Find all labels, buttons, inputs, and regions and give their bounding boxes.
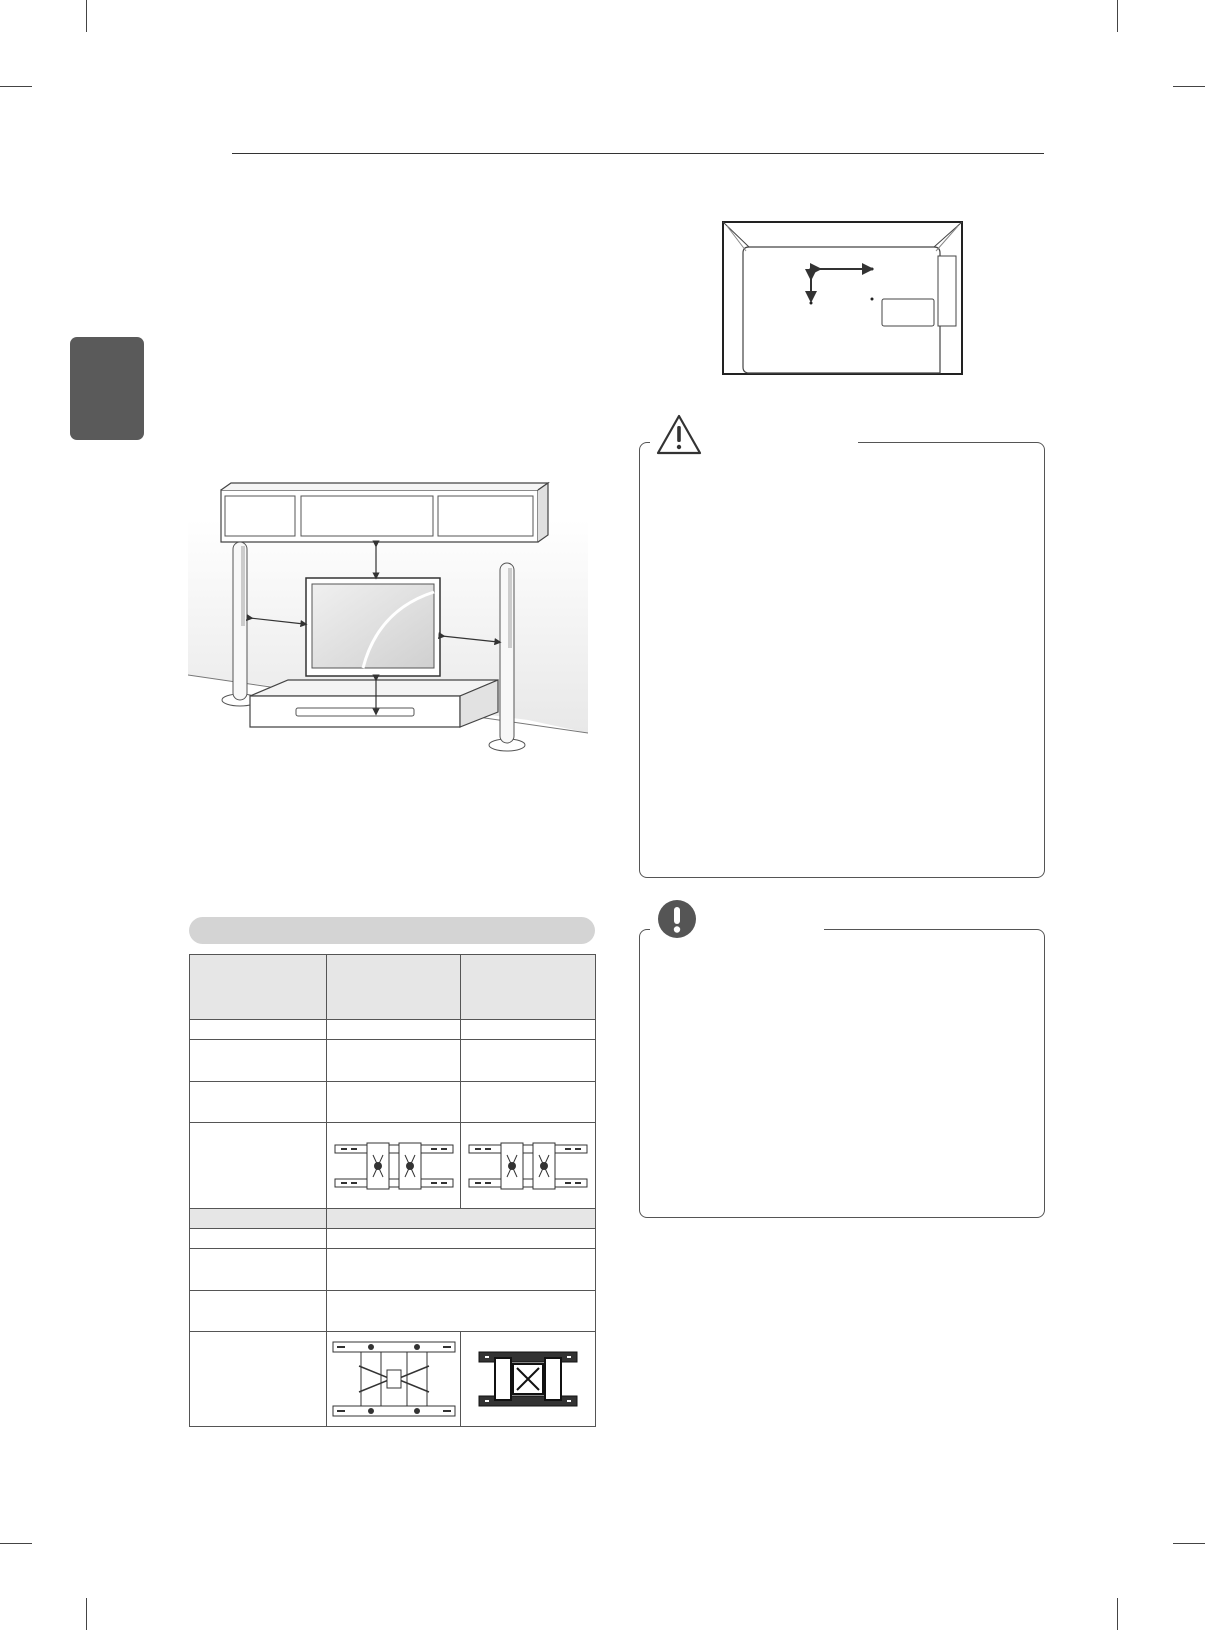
table-cell-col2	[461, 955, 596, 1020]
table-cell-bracket-4	[461, 1332, 596, 1427]
section-side-tab	[70, 337, 144, 440]
wall-mount-bracket-icon	[467, 1141, 589, 1191]
table-cell-label	[190, 1123, 327, 1209]
table-cell-col1	[327, 955, 461, 1020]
table-row	[190, 1123, 596, 1209]
table-cell-merged	[327, 1249, 596, 1291]
exclamation-circle-icon	[657, 899, 697, 939]
spec-table	[189, 954, 596, 1427]
table-cell-col2	[461, 1040, 596, 1082]
table-row	[190, 1229, 596, 1249]
table-cell-merged	[327, 1291, 596, 1332]
table-row	[190, 955, 596, 1020]
table-cell-label	[190, 1332, 327, 1427]
tv-rear-vesa-illustration	[722, 221, 964, 376]
crop-mark-top-left-vertical	[86, 0, 87, 32]
table-row	[190, 1020, 596, 1040]
wall-mount-bracket-icon	[333, 1141, 455, 1191]
table-cell-label	[190, 1082, 327, 1123]
table-cell-label	[190, 1229, 327, 1249]
spec-table-title-bar	[189, 917, 595, 944]
crop-mark-bottom-left-vertical	[86, 1598, 87, 1630]
table-cell-label	[190, 1020, 327, 1040]
table-cell-col1	[327, 1040, 461, 1082]
crop-mark-top-left-horizontal	[0, 86, 32, 87]
table-cell-label	[190, 955, 327, 1020]
table-cell-col1	[327, 1020, 461, 1040]
crop-mark-bottom-left-horizontal	[0, 1543, 32, 1544]
table-row	[190, 1249, 596, 1291]
crop-mark-bottom-right-vertical	[1117, 1598, 1118, 1630]
header-rule	[232, 153, 1044, 154]
crop-mark-top-right-vertical	[1117, 0, 1118, 32]
wall-mount-bracket-icon	[477, 1348, 579, 1410]
table-cell-col2	[461, 1082, 596, 1123]
table-cell-bracket-3	[327, 1332, 461, 1427]
crop-mark-top-right-horizontal	[1173, 86, 1205, 87]
table-row	[190, 1291, 596, 1332]
table-cell-col2	[461, 1020, 596, 1040]
table-row	[190, 1332, 596, 1427]
table-cell-bracket-2	[461, 1123, 596, 1209]
warning-triangle-icon	[655, 413, 703, 456]
table-cell-label	[190, 1291, 327, 1332]
caution-box	[639, 442, 1045, 878]
tv-wall-installation-illustration	[188, 480, 588, 755]
table-cell-merged	[327, 1229, 596, 1249]
table-row	[190, 1040, 596, 1082]
table-row	[190, 1209, 596, 1229]
table-cell-label	[190, 1209, 327, 1229]
table-row	[190, 1082, 596, 1123]
table-cell-label	[190, 1249, 327, 1291]
table-cell-bracket-1	[327, 1123, 461, 1209]
note-box	[639, 929, 1045, 1218]
table-cell-merged	[327, 1209, 596, 1229]
table-cell-col1	[327, 1082, 461, 1123]
crop-mark-bottom-right-horizontal	[1173, 1543, 1205, 1544]
table-cell-label	[190, 1040, 327, 1082]
wall-mount-bracket-icon	[331, 1336, 457, 1422]
